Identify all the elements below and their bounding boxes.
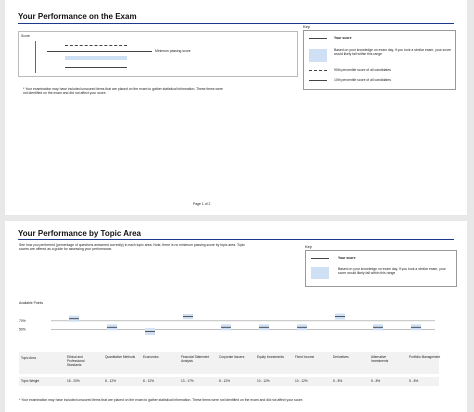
topic-name: Alternative Investments (371, 355, 389, 363)
key-box (303, 30, 456, 90)
topic-name: Quantitative Methods (105, 355, 136, 359)
topic-key-score-line (311, 258, 329, 259)
gridline-label: 70% (19, 319, 26, 324)
topic-weight: 5 - 8% (333, 379, 343, 383)
topic-name: Portfolio Management (409, 355, 441, 359)
topic-weight: 10 - 12% (257, 379, 270, 383)
key-your-score-label: Your score (334, 36, 352, 40)
available-points-label: Available Points (19, 301, 44, 305)
topic-key-range-swatch (311, 267, 329, 279)
topic-name: Equity Investments (257, 355, 284, 359)
topic-note: * Your examination may have included unscored items that are placed on the exam to gather statistical information. These items were not identified on the exam and did not affect your score. (19, 398, 304, 402)
topic-area-row (19, 352, 439, 374)
topic-area-label: Topic Area (21, 356, 36, 360)
topic-weight-label: Topic Weight (21, 379, 40, 383)
score-range-bar (65, 56, 127, 60)
key-range-swatch (309, 49, 327, 62)
p10-line (65, 67, 127, 68)
topic-name: Fixed Income (295, 355, 315, 359)
topic-weight: 8 - 12% (105, 379, 116, 383)
topic-weight: 5 - 8% (409, 379, 419, 383)
topic-name: Ethical and Professional Standards (67, 355, 85, 367)
topic-weight: 13 - 17% (181, 379, 194, 383)
gridline-label: 50% (19, 327, 26, 332)
min-passing-line (47, 51, 152, 52)
p90-line (65, 45, 127, 46)
key-p10-label: 10th percentile score of all candidates (334, 78, 391, 82)
topic-name: Financial Statement Analysis (181, 355, 210, 363)
page-footer: Page 1 of 2 (193, 202, 211, 206)
topic-key-title: Key (305, 244, 312, 249)
topic-name: Derivatives (333, 355, 349, 359)
key-range-label: Based on your knowledge on exam day, if you took a similar exam, your score would likely fall within this range (334, 48, 451, 57)
exam-score-chart (18, 31, 298, 77)
topic-key-score-label: Your score (338, 256, 356, 260)
topic-weight-row (19, 377, 439, 386)
topic-name: Economics (143, 355, 159, 359)
topic-key-range-label: Based on your knowledge on exam day, if you took a similar exam, your score would likely fall within this range (338, 267, 446, 276)
score-axis (35, 41, 36, 73)
key-your-score-line (309, 38, 327, 39)
exam-section-title: Your Performance on the Exam (18, 12, 137, 21)
topic-weight: 8 - 12% (143, 379, 154, 383)
topic-intro: See how you performed (percentage of questions answered correctly) in each topic area. Note, there is no minimum passing score by topic area. Topic scores are offered as a guide for assessing your performance. (19, 243, 245, 252)
topic-weight: 10 - 12% (295, 379, 308, 383)
topic-chart (19, 306, 439, 340)
exam-note: * Your examination may have included unscored items that are placed on the exam to gather statistical information. These items were not identified on the exam and did not affect your score. (23, 87, 223, 96)
topic-weight: 15 - 20% (67, 379, 80, 383)
key-p10-swatch (309, 80, 327, 81)
key-p90-swatch (309, 70, 327, 71)
topic-weight: 5 - 8% (371, 379, 381, 383)
key-title: Key (303, 24, 310, 29)
min-passing-label: Minimum passing score (155, 49, 191, 53)
topic-section-rule (18, 239, 454, 240)
topic-section-title: Your Performance by Topic Area (18, 229, 141, 238)
topic-weight: 8 - 12% (219, 379, 230, 383)
score-axis-label: Score (21, 34, 30, 38)
topic-key-box (305, 250, 457, 287)
key-p90-label: 90th percentile score of all candidates (334, 68, 391, 72)
report-page-2 (5, 221, 467, 412)
topic-name: Corporate Issuers (219, 355, 245, 359)
report-page-1 (5, 0, 467, 215)
exam-section-rule (18, 23, 454, 24)
